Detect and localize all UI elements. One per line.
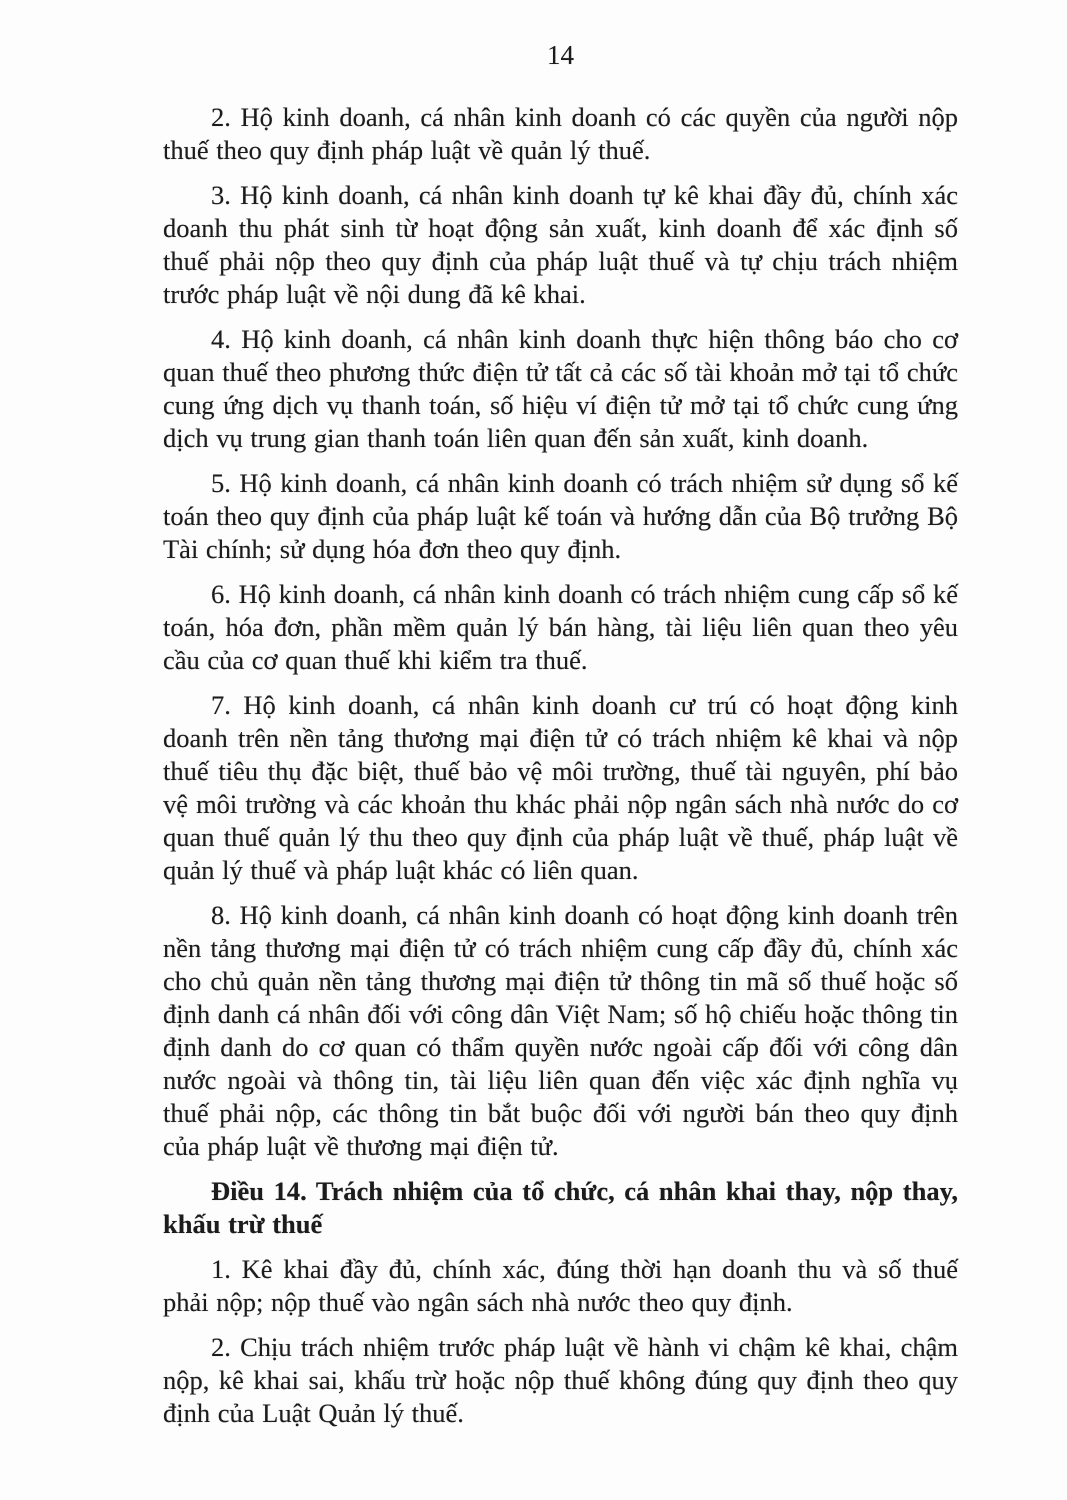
paragraph-clause-2: 2. Hộ kinh doanh, cá nhân kinh doanh có các quyền của người nộp thuế theo quy định pháp luật về quản lý thuế. (163, 102, 958, 165)
paragraph-clause-4: 4. Hộ kinh doanh, cá nhân kinh doanh thực hiện thông báo cho cơ quan thuế theo phương thức điện tử tất cả các số tài khoản mở tại tổ chức cung ứng dịch vụ thanh toán, số hiệu ví điện tử mở tại tổ chức cung ứng dịch vụ trung gian thanh toán liên quan đến sản xuất, kinh doanh. (163, 324, 958, 453)
article-14-heading: Điều 14. Trách nhiệm của tổ chức, cá nhân khai thay, nộp thay, khấu trừ thuế (163, 1176, 958, 1239)
document-body (163, 101, 958, 1442)
paragraph-article14-item-1: 1. Kê khai đầy đủ, chính xác, đúng thời hạn doanh thu và số thuế phải nộp; nộp thuế vào ngân sách nhà nước theo quy định. (163, 1254, 958, 1317)
paragraph-clause-7: 7. Hộ kinh doanh, cá nhân kinh doanh cư trú có hoạt động kinh doanh trên nền tảng thương mại điện tử có trách nhiệm kê khai và nộp thuế tiêu thụ đặc biệt, thuế bảo vệ môi trường, thuế tài nguyên, phí bảo vệ môi trường và các khoản thu khác phải nộp ngân sách nhà nước do cơ quan thuế quản lý thu theo quy định của pháp luật về thuế, pháp luật về quản lý thuế và pháp luật khác có liên quan. (163, 690, 958, 885)
page-number: 14 (547, 40, 574, 70)
paragraph-clause-8: 8. Hộ kinh doanh, cá nhân kinh doanh có hoạt động kinh doanh trên nền tảng thương mại điện tử có trách nhiệm cung cấp đầy đủ, chính xác cho chủ quản nền tảng thương mại điện tử thông tin mã số thuế hoặc số định danh cá nhân đối với công dân Việt Nam; số hộ chiếu hoặc thông tin định danh do cơ quan có thẩm quyền nước ngoài cấp đối với công dân nước ngoài và thông tin, tài liệu liên quan đến việc xác định nghĩa vụ thuế phải nộp, các thông tin bắt buộc đối với người bán theo quy định của pháp luật về thương mại điện tử. (163, 900, 958, 1161)
paragraph-clause-5: 5. Hộ kinh doanh, cá nhân kinh doanh có trách nhiệm sử dụng sổ kế toán theo quy định của pháp luật kế toán và hướng dẫn của Bộ trưởng Bộ Tài chính; sử dụng hóa đơn theo quy định. (163, 468, 958, 564)
paragraph-article14-item-2: 2. Chịu trách nhiệm trước pháp luật về hành vi chậm kê khai, chậm nộp, kê khai sai, khấu trừ hoặc nộp thuế không đúng quy định theo quy định của Luật Quản lý thuế. (163, 1332, 958, 1428)
paragraph-clause-6: 6. Hộ kinh doanh, cá nhân kinh doanh có trách nhiệm cung cấp sổ kế toán, hóa đơn, phần mềm quản lý bán hàng, tài liệu liên quan theo yêu cầu của cơ quan thuế khi kiểm tra thuế. (163, 579, 958, 675)
paragraph-clause-3: 3. Hộ kinh doanh, cá nhân kinh doanh tự kê khai đầy đủ, chính xác doanh thu phát sinh từ hoạt động sản xuất, kinh doanh để xác định số thuế phải nộp theo quy định của pháp luật thuế và tự chịu trách nhiệm trước pháp luật về nội dung đã kê khai. (163, 180, 958, 309)
